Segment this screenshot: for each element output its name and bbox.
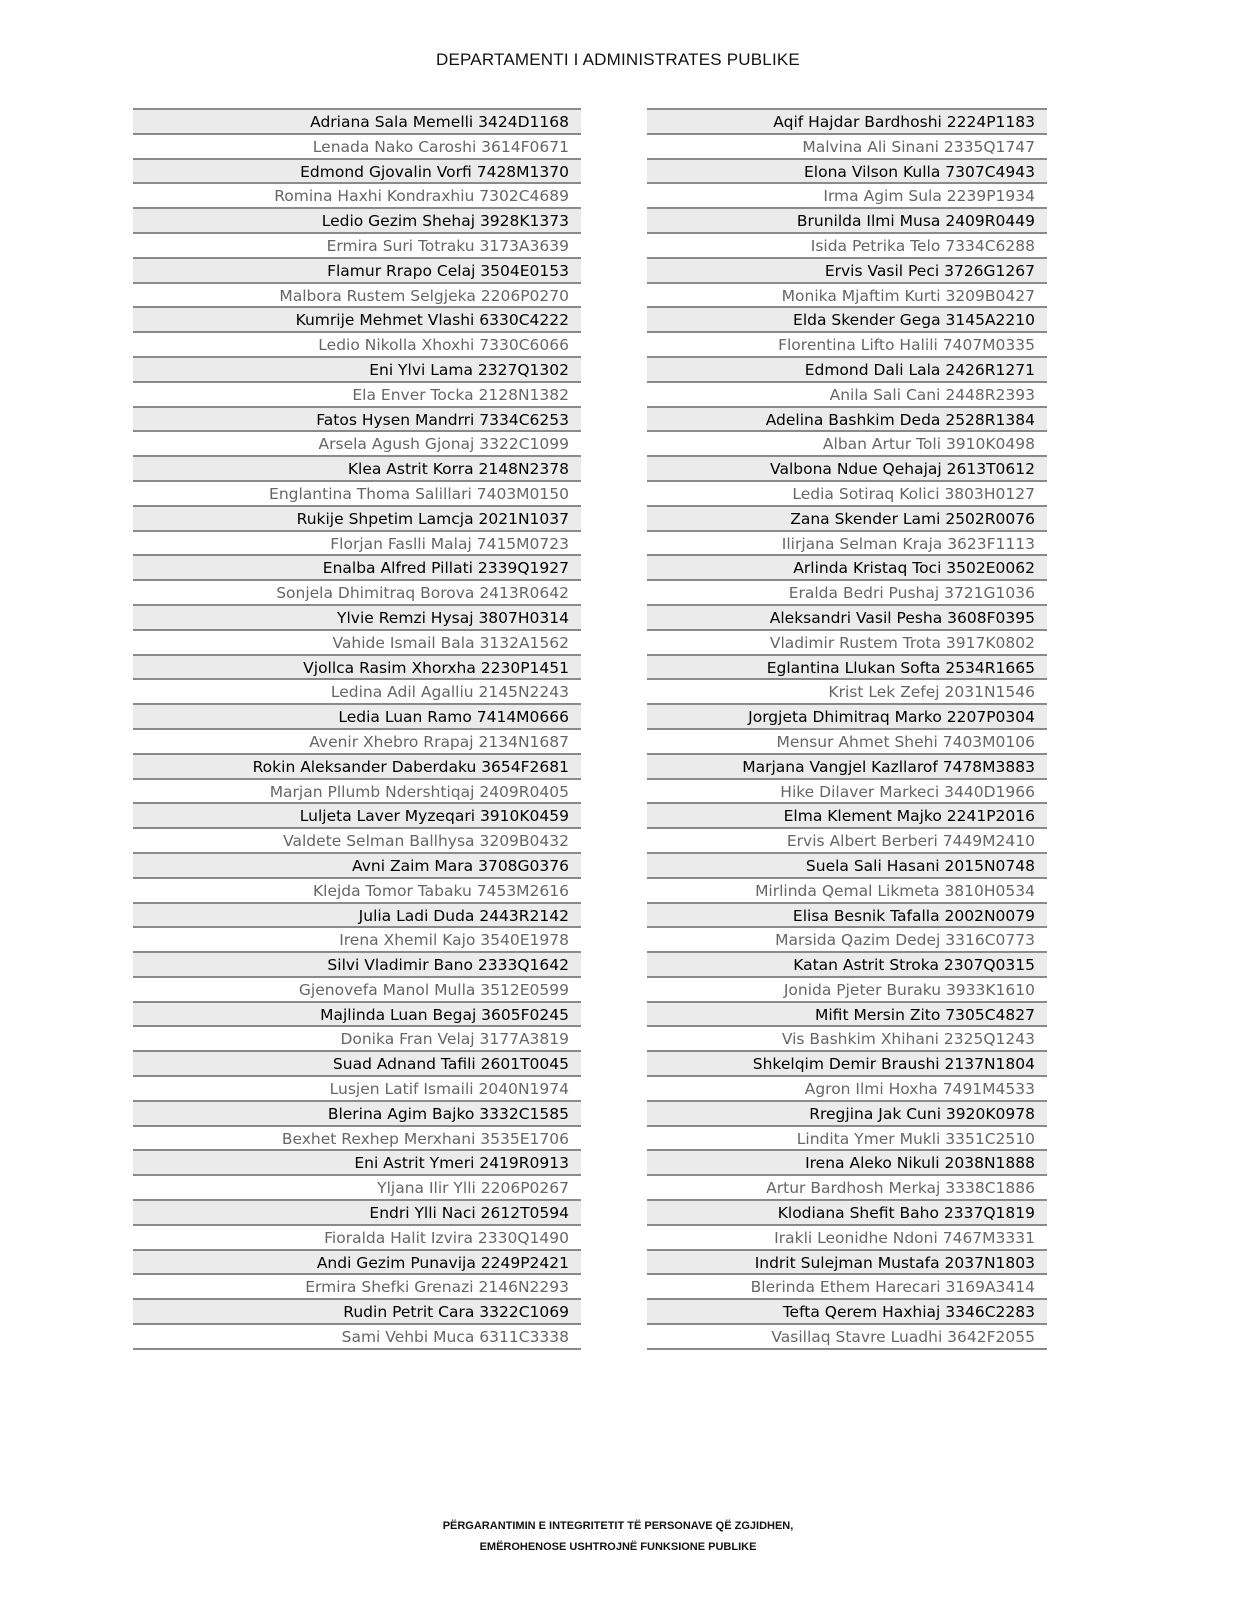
left-list-item: Bexhet Rexhep Merxhani 3535E1706 [133,1127,581,1152]
right-list-item: Vladimir Rustem Trota 3917K0802 [647,631,1047,656]
right-list-item: Irma Agim Sula 2239P1934 [647,184,1047,209]
right-list-item: Ledia Sotiraq Kolici 3803H0127 [647,482,1047,507]
right-list-item: Blerinda Ethem Harecari 3169A3414 [647,1275,1047,1300]
left-list-item: Ylvie Remzi Hysaj 3807H0314 [133,606,581,631]
right-list-item: Indrit Sulejman Mustafa 2037N1803 [647,1251,1047,1276]
right-list-item: Aleksandri Vasil Pesha 3608F0395 [647,606,1047,631]
left-list-item: Sonjela Dhimitraq Borova 2413R0642 [133,581,581,606]
left-list-item: Edmond Gjovalin Vorfi 7428M1370 [133,160,581,185]
left-name-list [133,108,581,1350]
right-list-item: Ervis Albert Berberi 7449M2410 [647,829,1047,854]
left-list-item: Ela Enver Tocka 2128N1382 [133,383,581,408]
right-list-item: Anila Sali Cani 2448R2393 [647,383,1047,408]
left-list-item: Fatos Hysen Mandrri 7334C6253 [133,408,581,433]
right-list-item: Shkelqim Demir Braushi 2137N1804 [647,1052,1047,1077]
left-list-item: Julia Ladi Duda 2443R2142 [133,904,581,929]
right-list-item: Valbona Ndue Qehajaj 2613T0612 [647,457,1047,482]
right-list-item: Edmond Dali Lala 2426R1271 [647,358,1047,383]
left-list-item: Ledio Gezim Shehaj 3928K1373 [133,209,581,234]
right-list-item: Rregjina Jak Cuni 3920K0978 [647,1102,1047,1127]
left-list-item: Enalba Alfred Pillati 2339Q1927 [133,556,581,581]
left-list-item: Kumrije Mehmet Vlashi 6330C4222 [133,308,581,333]
left-list-item: Romina Haxhi Kondraxhiu 7302C4689 [133,184,581,209]
left-list-item: Yljana Ilir Ylli 2206P0267 [133,1176,581,1201]
left-list-item: Arsela Agush Gjonaj 3322C1099 [133,432,581,457]
footer-line-2: EMËROHENOSE USHTROJNË FUNKSIONE PUBLIKE [479,1541,757,1553]
left-list-item: Fioralda Halit Izvira 2330Q1490 [133,1226,581,1251]
left-list-item: Lusjen Latif Ismaili 2040N1974 [133,1077,581,1102]
right-list-item: Hike Dilaver Markeci 3440D1966 [647,780,1047,805]
left-list-item: Klea Astrit Korra 2148N2378 [133,457,581,482]
left-list-item: Ledina Adil Agalliu 2145N2243 [133,680,581,705]
right-list-item: Vis Bashkim Xhihani 2325Q1243 [647,1027,1047,1052]
right-list-item: Eglantina Llukan Softa 2534R1665 [647,656,1047,681]
right-list-item: Artur Bardhosh Merkaj 3338C1886 [647,1176,1047,1201]
left-list-item: Vjollca Rasim Xhorxha 2230P1451 [133,656,581,681]
left-list-item: Eni Astrit Ymeri 2419R0913 [133,1151,581,1176]
right-list-item: Mensur Ahmet Shehi 7403M0106 [647,730,1047,755]
left-list-item: Ermira Shefki Grenazi 2146N2293 [133,1275,581,1300]
left-list-item: Marjan Pllumb Ndershtiqaj 2409R0405 [133,780,581,805]
left-list-item: Gjenovefa Manol Mulla 3512E0599 [133,978,581,1003]
footer-line-1: PËRGARANTIMIN E INTEGRITETIT TË PERSONAVE QË ZGJIDHEN, [442,1520,794,1532]
right-list-item: Jorgjeta Dhimitraq Marko 2207P0304 [647,705,1047,730]
left-list-item: Ledia Luan Ramo 7414M0666 [133,705,581,730]
left-list-item: Endri Ylli Naci 2612T0594 [133,1201,581,1226]
right-list-item: Zana Skender Lami 2502R0076 [647,507,1047,532]
right-list-item: Ilirjana Selman Kraja 3623F1113 [647,532,1047,557]
left-list-item: Rudin Petrit Cara 3322C1069 [133,1300,581,1325]
right-list-item: Ervis Vasil Peci 3726G1267 [647,259,1047,284]
right-list-item: Vasillaq Stavre Luadhi 3642F2055 [647,1325,1047,1350]
right-list-item: Malvina Ali Sinani 2335Q1747 [647,135,1047,160]
right-list-item: Alban Artur Toli 3910K0498 [647,432,1047,457]
left-list-item: Eni Ylvi Lama 2327Q1302 [133,358,581,383]
right-list-item: Marjana Vangjel Kazllarof 7478M3883 [647,755,1047,780]
right-list-item: Katan Astrit Stroka 2307Q0315 [647,953,1047,978]
left-list-item: Lenada Nako Caroshi 3614F0671 [133,135,581,160]
left-list-item: Adriana Sala Memelli 3424D1168 [133,110,581,135]
right-list-item: Arlinda Kristaq Toci 3502E0062 [647,556,1047,581]
left-list-item: Andi Gezim Punavija 2249P2421 [133,1251,581,1276]
left-list-item: Ledio Nikolla Xhoxhi 7330C6066 [133,333,581,358]
right-list-item: Monika Mjaftim Kurti 3209B0427 [647,284,1047,309]
footer [0,1516,1236,1558]
left-list-item: Rokin Aleksander Daberdaku 3654F2681 [133,755,581,780]
right-list-item: Eralda Bedri Pushaj 3721G1036 [647,581,1047,606]
right-list-item: Tefta Qerem Haxhiaj 3346C2283 [647,1300,1047,1325]
right-list-item: Jonida Pjeter Buraku 3933K1610 [647,978,1047,1003]
left-list-item: Donika Fran Velaj 3177A3819 [133,1027,581,1052]
left-list-item: Blerina Agim Bajko 3332C1585 [133,1102,581,1127]
right-list-item: Lindita Ymer Mukli 3351C2510 [647,1127,1047,1152]
left-list-item: Ermira Suri Totraku 3173A3639 [133,234,581,259]
left-list-item: Luljeta Laver Myzeqari 3910K0459 [133,804,581,829]
right-list-item: Elona Vilson Kulla 7307C4943 [647,160,1047,185]
right-list-item: Adelina Bashkim Deda 2528R1384 [647,408,1047,433]
right-list-item: Elisa Besnik Tafalla 2002N0079 [647,904,1047,929]
right-list-item: Suela Sali Hasani 2015N0748 [647,854,1047,879]
right-list-item: Elda Skender Gega 3145A2210 [647,308,1047,333]
right-list-item: Aqif Hajdar Bardhoshi 2224P1183 [647,110,1047,135]
page-title: DEPARTAMENTI I ADMINISTRATES PUBLIKE [436,50,800,69]
right-name-list [647,108,1047,1350]
right-list-item: Mirlinda Qemal Likmeta 3810H0534 [647,879,1047,904]
right-list-item: Marsida Qazim Dedej 3316C0773 [647,928,1047,953]
left-list-item: Flamur Rrapo Celaj 3504E0153 [133,259,581,284]
right-list-item: Klodiana Shefit Baho 2337Q1819 [647,1201,1047,1226]
left-list-item: Rukije Shpetim Lamcja 2021N1037 [133,507,581,532]
right-list-item: Agron Ilmi Hoxha 7491M4533 [647,1077,1047,1102]
left-list-item: Malbora Rustem Selgjeka 2206P0270 [133,284,581,309]
left-list-item: Avni Zaim Mara 3708G0376 [133,854,581,879]
right-list-item: Krist Lek Zefej 2031N1546 [647,680,1047,705]
right-list-item: Irena Aleko Nikuli 2038N1888 [647,1151,1047,1176]
left-list-item: Majlinda Luan Begaj 3605F0245 [133,1003,581,1028]
left-list-item: Irena Xhemil Kajo 3540E1978 [133,928,581,953]
right-list-item: Elma Klement Majko 2241P2016 [647,804,1047,829]
right-list-item: Irakli Leonidhe Ndoni 7467M3331 [647,1226,1047,1251]
right-list-item: Isida Petrika Telo 7334C6288 [647,234,1047,259]
left-list-item: Suad Adnand Tafili 2601T0045 [133,1052,581,1077]
left-list-item: Valdete Selman Ballhysa 3209B0432 [133,829,581,854]
left-list-item: Florjan Faslli Malaj 7415M0723 [133,532,581,557]
left-list-item: Klejda Tomor Tabaku 7453M2616 [133,879,581,904]
left-list-item: Vahide Ismail Bala 3132A1562 [133,631,581,656]
right-list-item: Brunilda Ilmi Musa 2409R0449 [647,209,1047,234]
left-list-item: Silvi Vladimir Bano 2333Q1642 [133,953,581,978]
right-list-item: Florentina Lifto Halili 7407M0335 [647,333,1047,358]
left-list-item: Avenir Xhebro Rrapaj 2134N1687 [133,730,581,755]
left-list-item: Englantina Thoma Salillari 7403M0150 [133,482,581,507]
right-list-item: Mifit Mersin Zito 7305C4827 [647,1003,1047,1028]
left-list-item: Sami Vehbi Muca 6311C3338 [133,1325,581,1350]
